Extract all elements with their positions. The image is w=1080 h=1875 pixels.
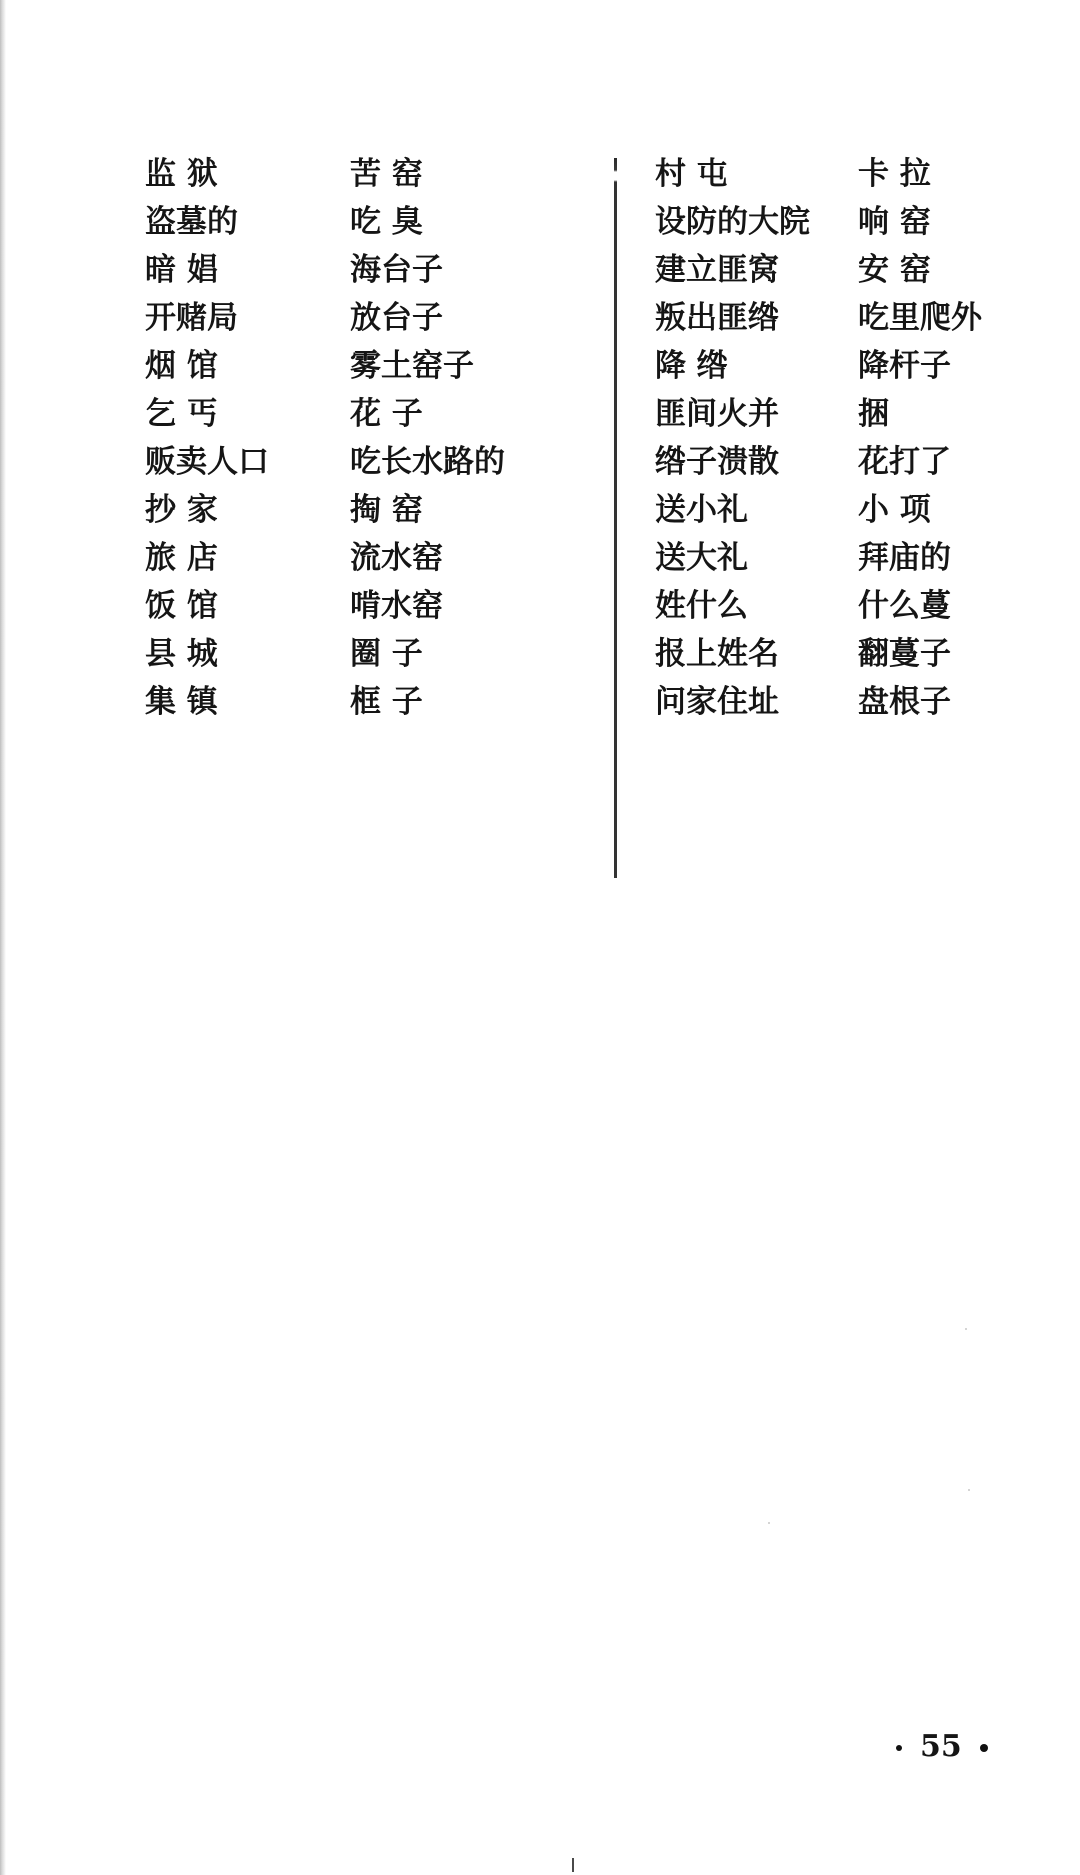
term: 乞 丐 (145, 396, 218, 432)
term: 抄 家 (145, 492, 218, 528)
page-number (896, 1727, 988, 1767)
term: 姓什么 (655, 588, 748, 624)
term: 监 狱 (145, 156, 218, 192)
slang: 翻蔓子 (858, 636, 951, 672)
page-number-text: 55 (920, 1729, 962, 1764)
scan-speck (968, 1489, 970, 1491)
term: 开赌局 (145, 300, 238, 336)
term: 旅 店 (145, 540, 218, 576)
slang: 降杆子 (858, 348, 951, 384)
glossary-row (0, 678, 951, 726)
term: 盗墓的 (145, 204, 238, 240)
slang: 啃水窑 (350, 588, 443, 624)
slang: 盘根子 (858, 684, 951, 720)
term: 贩卖人口 (145, 444, 269, 480)
term: 烟 馆 (145, 348, 218, 384)
glossary-row (0, 582, 951, 630)
term: 叛出匪绺 (655, 300, 779, 336)
slang: 响 窑 (858, 204, 931, 240)
glossary-row (0, 534, 951, 582)
term: 降 绺 (655, 348, 728, 384)
term: 县 城 (145, 636, 218, 672)
slang: 拜庙的 (858, 540, 951, 576)
slang: 小 项 (858, 492, 931, 528)
term: 匪间火并 (655, 396, 779, 432)
slang: 流水窑 (350, 540, 443, 576)
bottom-binding-mark (572, 1858, 574, 1872)
glossary-row (0, 630, 951, 678)
term: 饭 馆 (145, 588, 218, 624)
scan-speck (965, 1328, 967, 1330)
term: 集 镇 (145, 684, 218, 720)
glossary-row (0, 246, 931, 294)
bullet-dot-left (896, 1745, 902, 1751)
slang: 圈 子 (350, 636, 423, 672)
column-divider (614, 158, 617, 878)
term: 设防的大院 (655, 204, 810, 240)
glossary-row (0, 390, 889, 438)
scan-speck (768, 1522, 770, 1524)
term: 暗 娼 (145, 252, 218, 288)
glossary-table (0, 150, 1080, 890)
slang: 框 子 (350, 684, 423, 720)
slang: 花打了 (858, 444, 951, 480)
slang: 安 窑 (858, 252, 931, 288)
slang: 放台子 (350, 300, 443, 336)
slang: 吃里爬外 (858, 300, 982, 336)
glossary-row (0, 294, 982, 342)
term: 绺子溃散 (655, 444, 779, 480)
glossary-row (0, 198, 931, 246)
slang: 什么蔓 (858, 588, 951, 624)
term: 送小礼 (655, 492, 748, 528)
glossary-row (0, 150, 931, 198)
term: 报上姓名 (655, 636, 779, 672)
term: 送大礼 (655, 540, 748, 576)
slang: 苦 窑 (350, 156, 423, 192)
term: 问家住址 (655, 684, 779, 720)
slang: 卡 拉 (858, 156, 931, 192)
bullet-dot-right (980, 1744, 988, 1752)
glossary-row (0, 342, 951, 390)
slang: 吃 臭 (350, 204, 423, 240)
term: 建立匪窝 (655, 252, 779, 288)
slang: 掏 窑 (350, 492, 423, 528)
slang: 雾土窑子 (350, 348, 474, 384)
slang: 吃长水路的 (350, 444, 505, 480)
slang: 捆 (858, 396, 889, 432)
glossary-row (0, 438, 951, 486)
slang: 花 子 (350, 396, 423, 432)
term: 村 屯 (655, 156, 728, 192)
glossary-row (0, 486, 931, 534)
slang: 海台子 (350, 252, 443, 288)
